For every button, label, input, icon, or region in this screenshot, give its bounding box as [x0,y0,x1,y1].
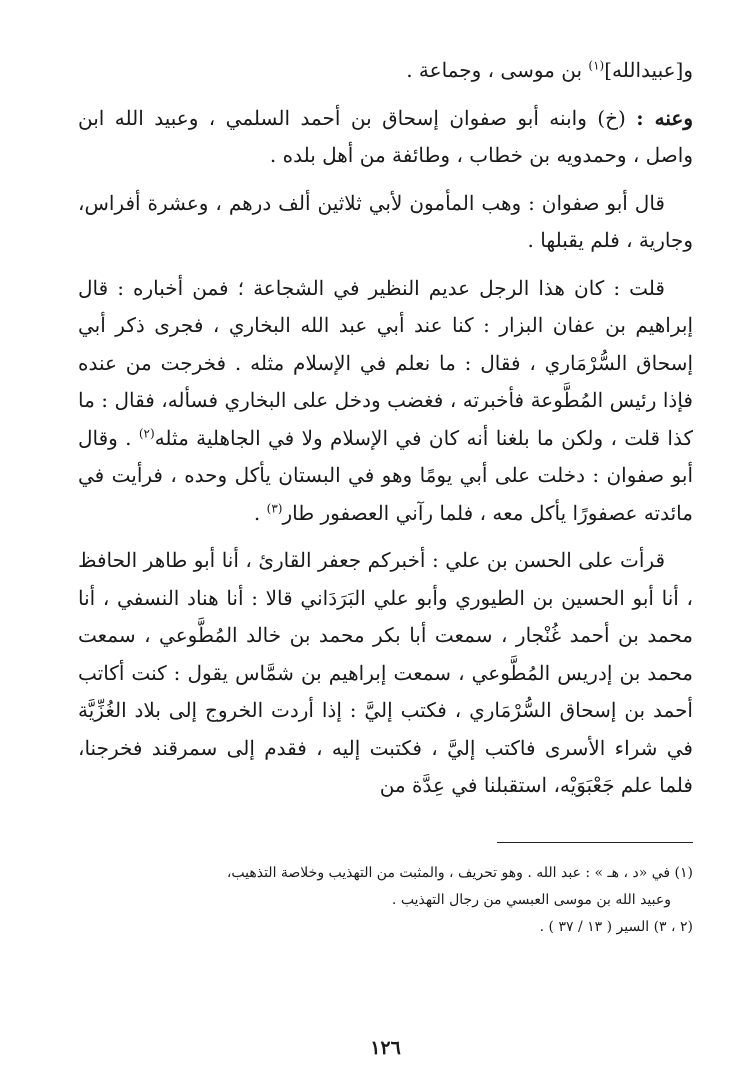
paragraph-1 [78,52,693,90]
footnote-1: (١) في «د ، هـ » : عبد الله . وهو تحريف ، والمثبت من التهذيب وخلاصة التذهيب، [226,865,693,881]
paragraph-5 [78,542,693,805]
footnote-ref-3: (٣) [266,500,283,515]
footnote-ref-2: (٢) [138,425,155,440]
paragraph-3 [78,185,693,260]
document-page [78,52,693,1071]
paragraph-5-text: قرأت على الحسن بن علي : أخبركم جعفر القارئ ، أنا أبو طاهر الحافظ ، أنا أبو الحسين بن الطيوري وأبو علي البَرَدَاني قالا : أنا هناد النسفي ، أنا محمد بن أحمد غُنْجار ، سمعت أبا بكر محمد بن خالد المُطَّوعي ، سمعت محمد بن إدريس المُطَّوعي ، سمعت إبراهيم بن شمَّاس يقول : كنت أكاتب أحمد بن إسحاق السُّرْمَاري ، فكتب إليَّ : إذا أردت الخروج إلى بلاد الغُزِّيَّة في شراء الأسرى فاكتب إليَّ ، فكتبت إليه ، فقدم إلى سمرقند فخرجنا، فلما علم جَعْبَوَيْه، استقبلنا في عِدَّة من [78,548,693,797]
paragraph-4-tail: . وقال أبو صفوان : دخلت على أبي يومًا وهو في البستان يأكل وحده ، فرأيت في مائدته عصفورًا يأكل معه ، فلما رآني العصفور طار [78,425,693,525]
paragraph-4 [78,270,693,533]
footnotes [78,860,693,941]
paragraph-2-text: (خ) وابنه أبو صفوان إسحاق بن أحمد السلمي ، وعبيد الله ابن واصل ، وحمدويه بن خطاب ، وطائفة من أهل بلده . [78,105,693,167]
page-number: ١٢٦ [370,1037,401,1059]
paragraph-1-tail: بن موسى ، وجماعة . [406,58,589,82]
footnote-2-3: (٢ ، ٣) السير ( ١٣ / ٣٧ ) . [539,919,693,935]
footnote-1-continued: وعبيد الله بن موسى العبسي من رجال التهذيب . [391,892,671,908]
paragraph-2 [78,100,693,175]
paragraph-3-text: قال أبو صفوان : وهب المأمون لأبي ثلاثين ألف درهم ، وعشرة أفراس، وجارية ، فلم يقبلها . [78,190,693,252]
paragraph-2-lead: وعنه : [636,105,693,130]
footnote-ref-1: (١) [588,58,605,73]
paragraph-4-text: قلت : كان هذا الرجل عديم النظير في الشجاعة ؛ فمن أخباره : قال إبراهيم بن عفان البزار : كنا عند أبي عبد الله البخاري ، فجرى ذكر أبي إسحاق السُّرْمَاري ، فقال : ما نعلم في الإسلام مثله . فخرجت من عنده فإذا رئيس المُطَّوعة فأخبرته ، فغضب ودخل على البخاري فسأله، فقال : ما كذا قلت ، ولكن ما بلغنا أنه كان في الإسلام ولا في الجاهلية مثله [78,275,693,450]
paragraph-4-tail-2: . [253,500,267,525]
footnote-divider [497,842,693,843]
paragraph-1-text: و[عبيدالله] [604,58,693,82]
